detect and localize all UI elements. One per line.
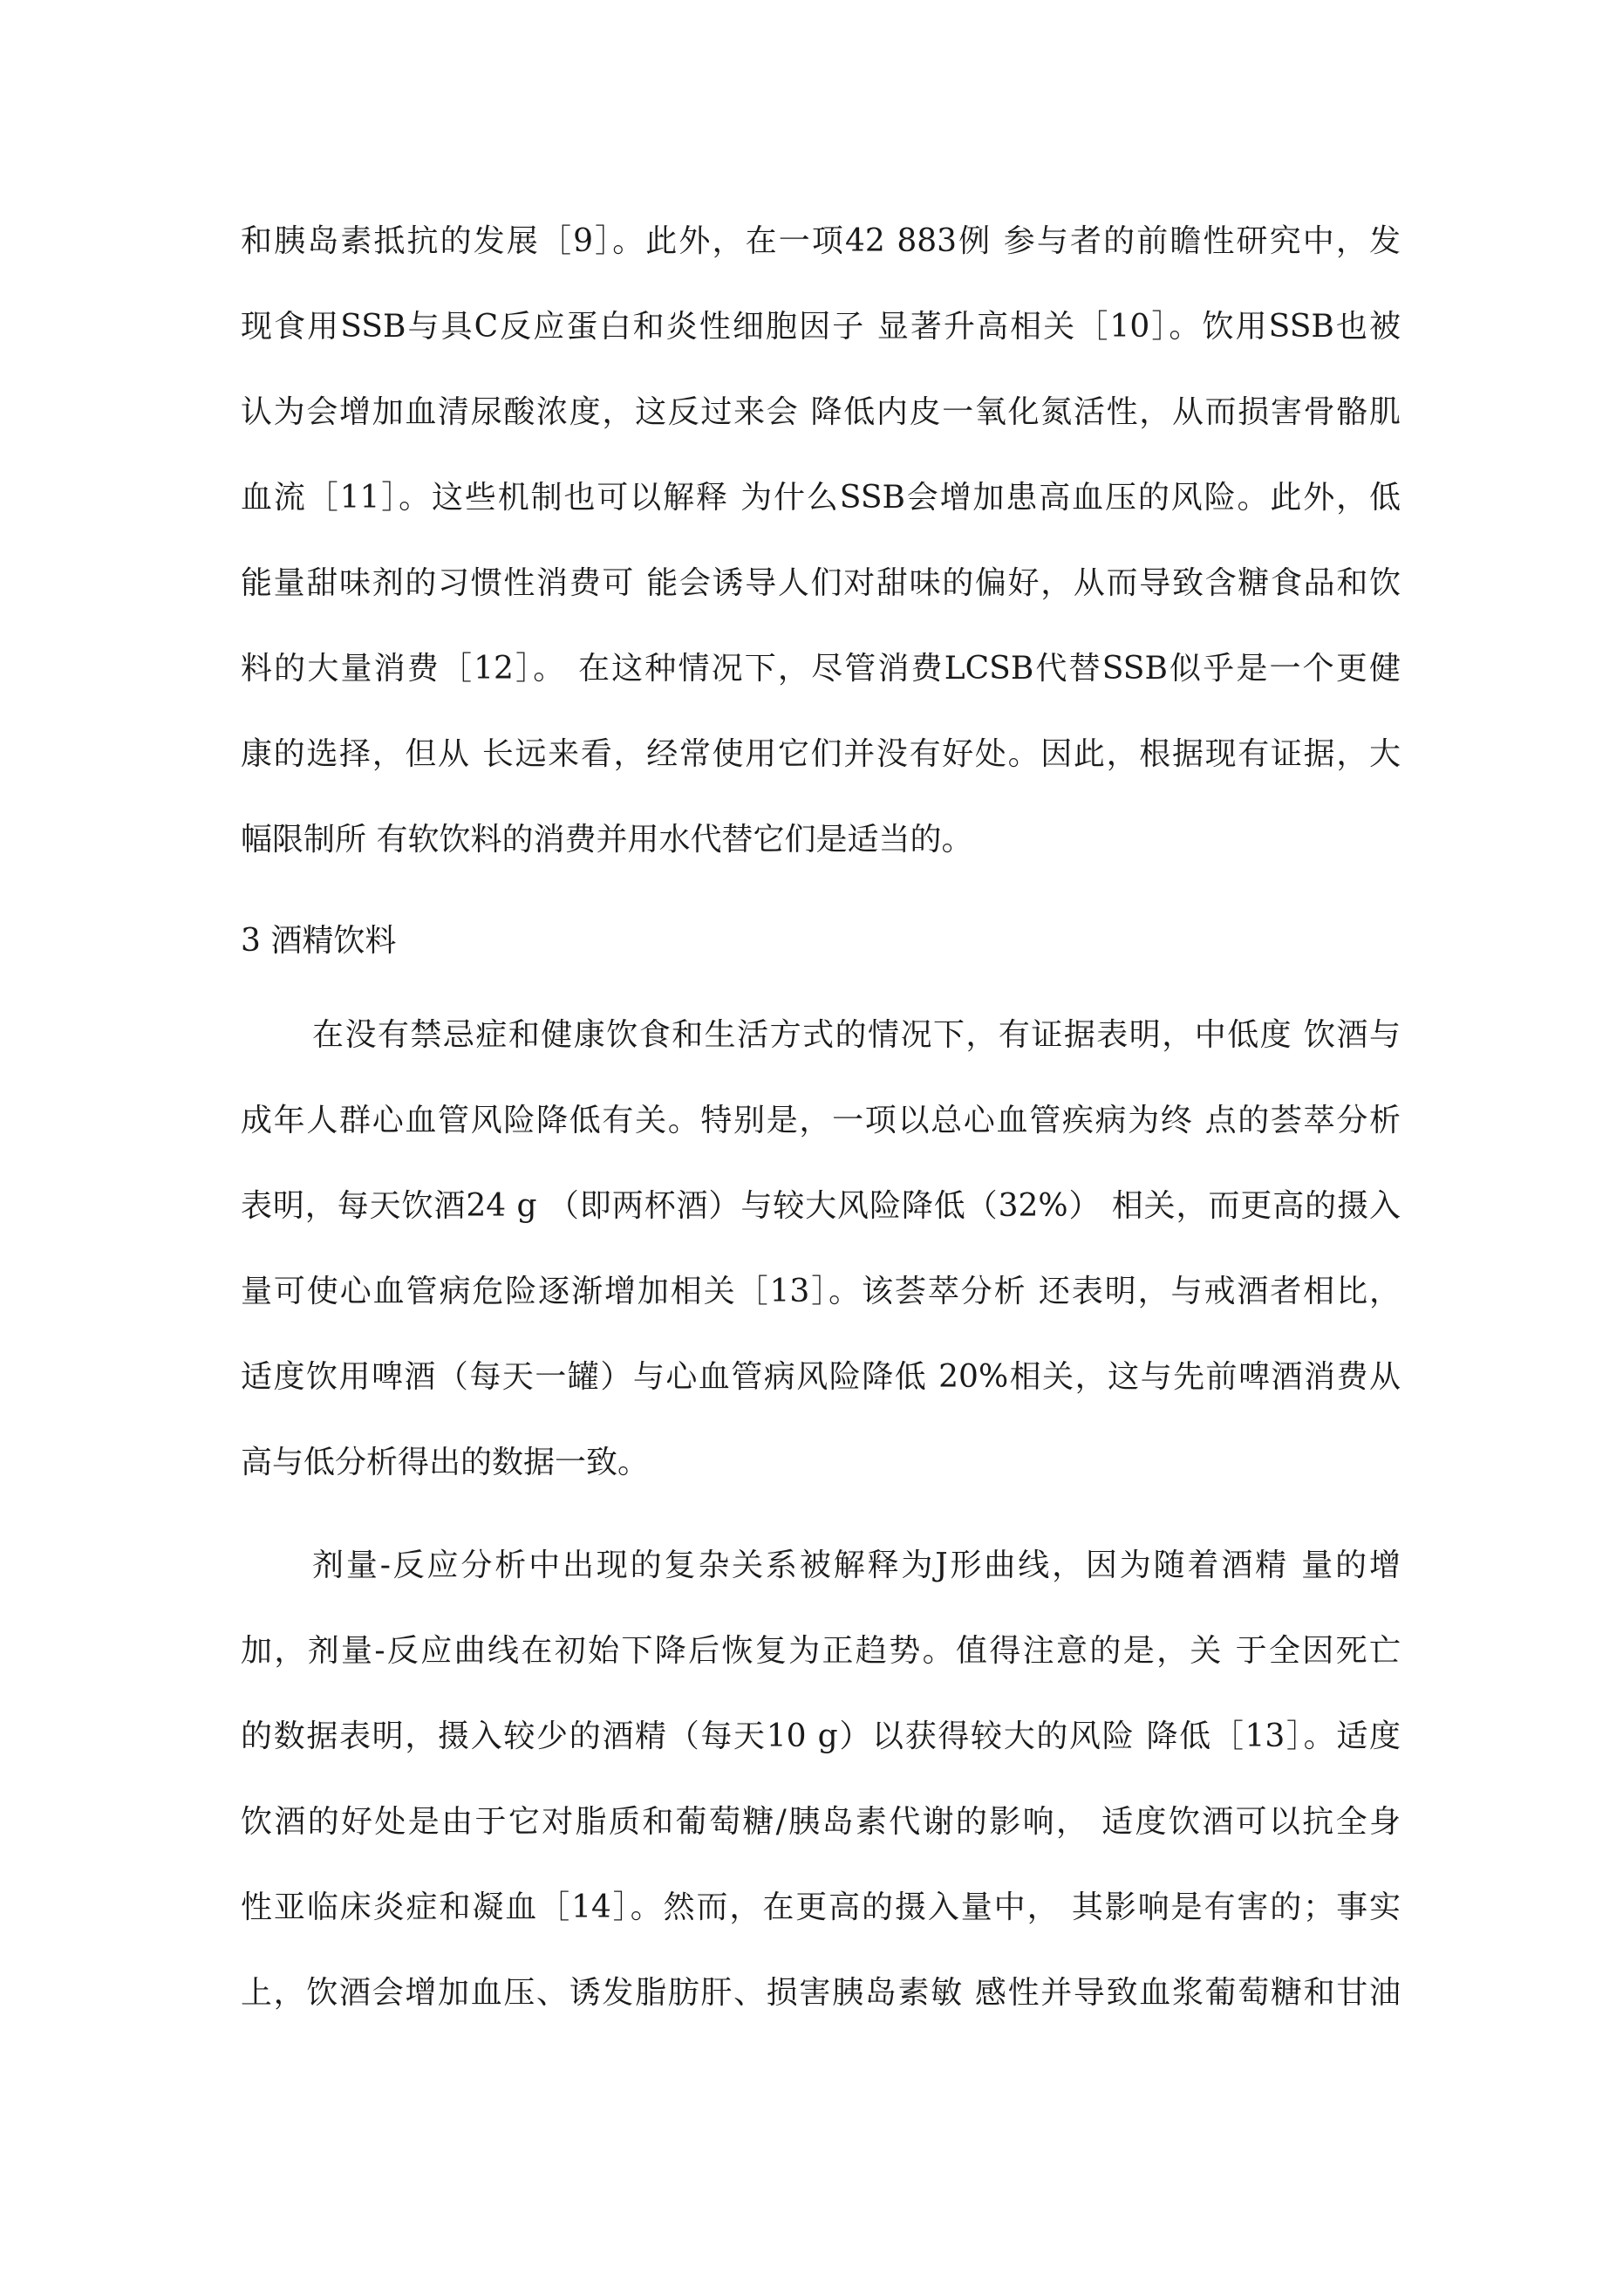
- text-line: 成年人群心血管风险降低有关。特别是，一项以总心血管疾病为终 点的荟萃分析: [241, 1103, 1401, 1138]
- text-line: 血流［11］。这些机制也可以解释 为什么SSB会增加患高血压的风险。此外，低: [241, 480, 1401, 516]
- paragraph-alcohol-1: [241, 993, 1401, 1506]
- text-line: 能量甜味剂的习惯性消费可 能会诱导人们对甜味的偏好，从而导致含糖食品和饮: [241, 565, 1401, 601]
- text-line: 上，饮酒会增加血压、诱发脂肪肝、损害胰岛素敏 感性并导致血浆葡萄糖和甘油: [241, 1975, 1401, 2011]
- section-heading-block: [241, 899, 396, 984]
- text-line: 剂量-反应分析中出现的复杂关系被解释为J形曲线，因为随着酒精 量的增: [312, 1548, 1401, 1583]
- text-line: 饮酒的好处是由于它对脂质和葡萄糖/胰岛素代谢的影响， 适度饮酒可以抗全身: [241, 1804, 1401, 1840]
- text-line: 性亚临床炎症和凝血［14］。然而，在更高的摄入量中， 其影响是有害的；事实: [241, 1889, 1401, 1925]
- text-line: 的数据表明，摄入较少的酒精（每天10 g）以获得较大的风险 降低［13］。适度: [241, 1719, 1401, 1754]
- text-line: 高与低分析得出的数据一致。: [241, 1445, 650, 1480]
- paragraph-alcohol-2: [241, 1523, 1401, 2036]
- text-line: 现食用SSB与具C反应蛋白和炎性细胞因子 显著升高相关［10］。饮用SSB也被: [241, 309, 1401, 345]
- text-line: 加，剂量-反应曲线在初始下降后恢复为正趋势。值得注意的是，关 于全因死亡: [241, 1633, 1401, 1669]
- section-heading: 3 酒精饮料: [241, 923, 397, 959]
- text-line: 和胰岛素抵抗的发展［9］。此外，在一项42 883例 参与者的前瞻性研究中，发: [241, 223, 1401, 259]
- text-line: 适度饮用啤酒（每天一罐）与心血管病风险降低 20%相关，这与先前啤酒消费从: [241, 1359, 1401, 1395]
- text-line: 表明，每天饮酒24 g （即两杯酒）与较大风险降低（32%） 相关，而更高的摄入: [241, 1188, 1401, 1224]
- paragraph-continued: [241, 199, 1401, 883]
- text-line: 幅限制所 有软饮料的消费并用水代替它们是适当的。: [241, 822, 973, 858]
- text-line: 康的选择，但从 长远来看，经常使用它们并没有好处。因此，根据现有证据，大: [241, 736, 1401, 772]
- text-line: 量可使心血管病危险逐渐增加相关［13］。该荟萃分析 还表明，与戒酒者相比，: [241, 1274, 1401, 1309]
- text-line: 料的大量消费［12］。 在这种情况下，尽管消费LCSB代替SSB似乎是一个更健: [241, 651, 1401, 687]
- text-line: 在没有禁忌症和健康饮食和生活方式的情况下，有证据表明，中低度 饮酒与: [312, 1017, 1401, 1053]
- text-line: 认为会增加血清尿酸浓度，这反过来会 降低内皮一氧化氮活性，从而损害骨骼肌: [241, 394, 1401, 430]
